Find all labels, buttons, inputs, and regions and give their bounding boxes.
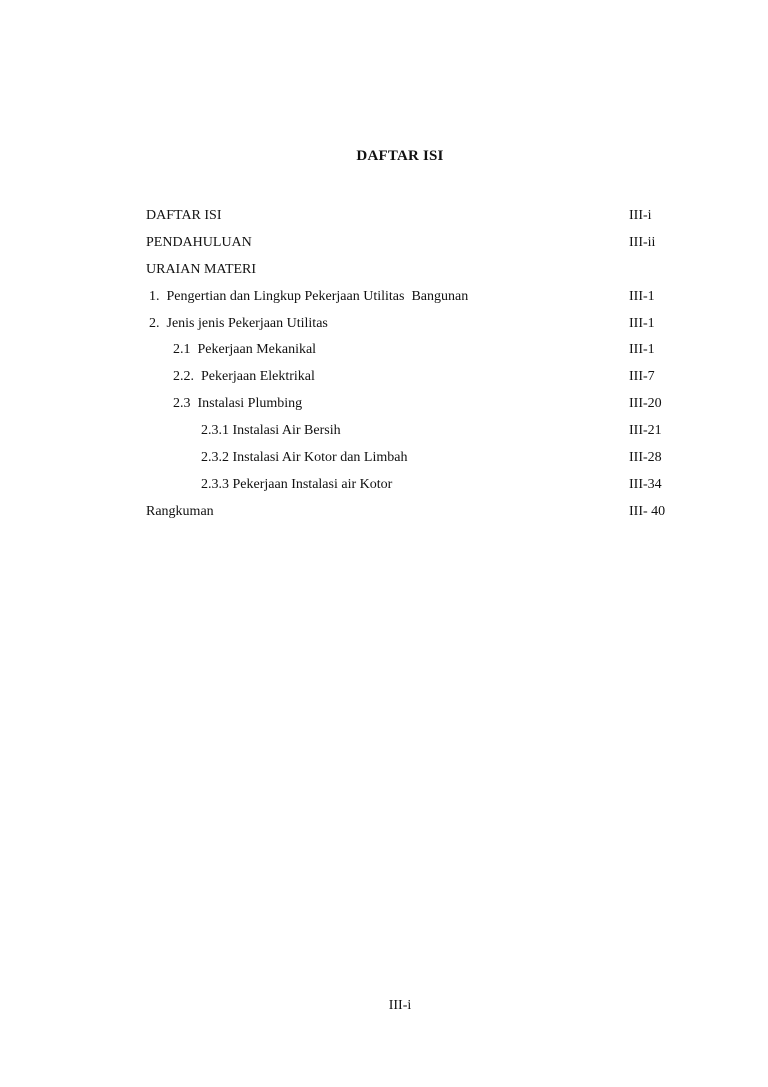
toc-entry-page: III-1 — [629, 342, 655, 358]
toc-entry-page: III-7 — [629, 369, 655, 385]
toc-entry-label: 1. Pengertian dan Lingkup Pekerjaan Utilitas Bangunan — [149, 288, 469, 304]
toc-entry-page: III- 40 — [629, 503, 666, 519]
page-number: III-i — [388, 998, 412, 1013]
toc-entry-label: 2.3 Instalasi Plumbing — [173, 396, 303, 412]
toc-entry-label: 2.3.3 Pekerjaan Instalasi air Kotor — [201, 476, 393, 492]
table-of-contents — [0, 207, 768, 530]
toc-row — [0, 449, 768, 476]
toc-entry-page: III-21 — [629, 423, 662, 439]
toc-entry-label: 2.2. Pekerjaan Elektrikal — [173, 369, 315, 385]
toc-entry-label: Rangkuman — [146, 503, 214, 519]
toc-entry-label: PENDAHULUAN — [146, 234, 252, 250]
toc-entry-page: III-28 — [629, 450, 662, 466]
toc-entry-page: III-i — [629, 208, 652, 223]
toc-entry-page: III-1 — [629, 315, 655, 331]
toc-row — [0, 341, 768, 368]
toc-entry-label: URAIAN MATERI — [146, 261, 257, 277]
toc-entry-label: DAFTAR ISI — [146, 208, 222, 223]
toc-row — [0, 207, 768, 234]
toc-row — [0, 422, 768, 449]
toc-row — [0, 315, 768, 342]
toc-entry-page: III-20 — [629, 396, 662, 412]
toc-row — [0, 234, 768, 261]
toc-entry-label: 2.1 Pekerjaan Mekanikal — [173, 342, 317, 358]
toc-entry-page: III-ii — [629, 234, 656, 250]
toc-row — [0, 503, 768, 530]
toc-row — [0, 395, 768, 422]
toc-entry-label: 2.3.2 Instalasi Air Kotor dan Limbah — [201, 450, 408, 466]
toc-entry-page: III-1 — [629, 288, 655, 304]
page-title: DAFTAR ISI — [356, 148, 444, 164]
toc-entry-label: 2. Jenis jenis Pekerjaan Utilitas — [149, 315, 328, 331]
toc-row — [0, 261, 768, 288]
toc-row — [0, 476, 768, 503]
toc-row — [0, 368, 768, 395]
toc-entry-label: 2.3.1 Instalasi Air Bersih — [201, 423, 341, 439]
toc-entry-page: III-34 — [629, 476, 662, 492]
toc-row — [0, 288, 768, 315]
